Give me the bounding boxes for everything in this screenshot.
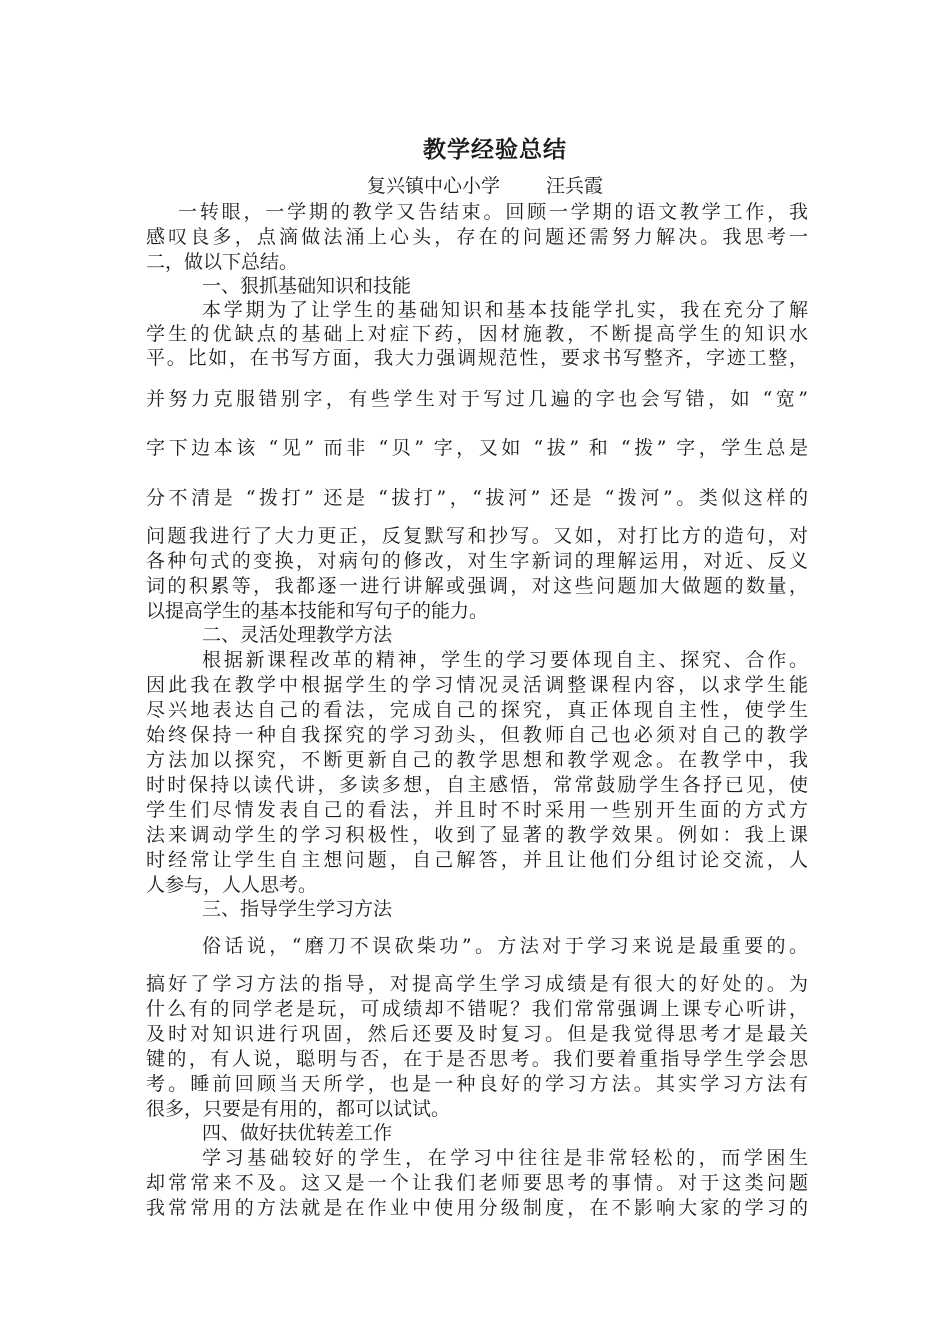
section-heading-4: 四、做好扶优转差工作 xyxy=(202,1122,393,1144)
body-line: 考。睡前回顾当天所学，也是一种良好的学习方法。其实学习方法有 xyxy=(146,1073,808,1095)
body-line: 问题我进行了大力更正，反复默写和抄写。又如，对打比方的造句，对 xyxy=(146,525,808,547)
author-name: 汪兵霞 xyxy=(546,175,604,197)
section-heading-2: 二、灵活处理教学方法 xyxy=(202,624,393,646)
body-line: 分不清是 “拨打” 还是 “拔打”，“拔河” 还是 “拨河”。类似这样的 xyxy=(146,487,808,509)
body-line: 时时保持以读代讲，多读多想，自主感悟，常常鼓励学生各抒已见，使 xyxy=(146,774,808,796)
body-line: 本学期为了让学生的基础知识和基本技能学扎实，我在充分了解 xyxy=(202,299,808,321)
body-line: 字下边本该 “见” 而非 “贝” 字，又如 “拔” 和 “拨” 字，学生总是 xyxy=(146,437,808,459)
body-line: 什么有的同学老是玩，可成绩却不错呢？我们常常强调上课专心听讲， xyxy=(146,998,808,1020)
body-line: 很多，只要是有用的，都可以试试。 xyxy=(146,1098,451,1120)
body-line: 始终保持一种自我探究的学习劲头，但教师自己也必须对自己的教学 xyxy=(146,724,808,746)
body-line: 学生们尽情发表自己的看法，并且时不时采用一些别开生面的方式方 xyxy=(146,799,808,821)
section-heading-3: 三、指导学生学习方法 xyxy=(202,898,393,920)
body-line: 搞好了学习方法的指导，对提高学生学习成绩是有很大的好处的。为 xyxy=(146,973,808,995)
body-line: 键的，有人说，聪明与否，在于是否思考。我们要着重指导学生学会思 xyxy=(146,1048,808,1070)
body-line: 一转眼，一学期的教学又告结束。回顾一学期的语文教学工作，我 xyxy=(178,201,808,223)
body-line: 词的积累等，我都逐一进行讲解或强调，对这些问题加大做题的数量， xyxy=(146,575,808,597)
body-line: 俗话说，“磨刀不误砍柴功”。方法对于学习来说是最重要的。 xyxy=(202,935,808,957)
body-line: 因此我在教学中根据学生的学习情况灵活调整课程内容，以求学生能 xyxy=(146,674,808,696)
body-line: 却常常来不及。这又是一个让我们老师要思考的事情。对于这类问题 xyxy=(146,1172,808,1194)
body-line: 我常常用的方法就是在作业中使用分级制度，在不影响大家的学习的 xyxy=(146,1197,808,1219)
school-name: 复兴镇中心小学 xyxy=(366,175,500,197)
body-line: 平。比如，在书写方面，我大力强调规范性，要求书写整齐，字迹工整， xyxy=(146,347,808,369)
body-line: 学习基础较好的学生，在学习中往往是非常轻松的，而学困生 xyxy=(202,1147,808,1169)
body-line: 时经常让学生自主想问题，自己解答，并且让他们分组讨论交流，人 xyxy=(146,849,808,871)
body-line: 及时对知识进行巩固，然后还要及时复习。但是我觉得思考才是最关 xyxy=(146,1023,808,1045)
body-line: 尽兴地表达自己的看法，完成自己的探究，真正体现自主性，使学生 xyxy=(146,699,808,721)
body-line: 各种句式的变换，对病句的修改，对生字新词的理解运用，对近、反义 xyxy=(146,550,808,572)
section-heading-1: 一、狠抓基础知识和技能 xyxy=(202,275,412,297)
body-line: 感叹良多，点滴做法涌上心头，存在的问题还需努力解决。我思考一 xyxy=(146,226,808,248)
body-line: 人参与，人人思考。 xyxy=(146,874,318,896)
body-line: 以提高学生的基本技能和写句子的能力。 xyxy=(146,600,489,622)
body-line: 方法加以探究，不断更新自己的教学思想和教学观念。在教学中，我 xyxy=(146,749,808,771)
body-line: 法来调动学生的学习积极性，收到了显著的教学效果。例如：我上课 xyxy=(146,824,808,846)
body-line: 学生的优缺点的基础上对症下药，因材施教，不断提高学生的知识水 xyxy=(146,323,808,345)
body-line: 根据新课程改革的精神，学生的学习要体现自主、探究、合作。 xyxy=(202,649,808,671)
byline xyxy=(0,173,950,199)
body-line: 并努力克服错别字，有些学生对于写过几遍的字也会写错，如 “宽” xyxy=(146,388,808,410)
document-title: 教学经验总结 xyxy=(423,136,567,163)
body-line: 二，做以下总结。 xyxy=(146,251,299,273)
